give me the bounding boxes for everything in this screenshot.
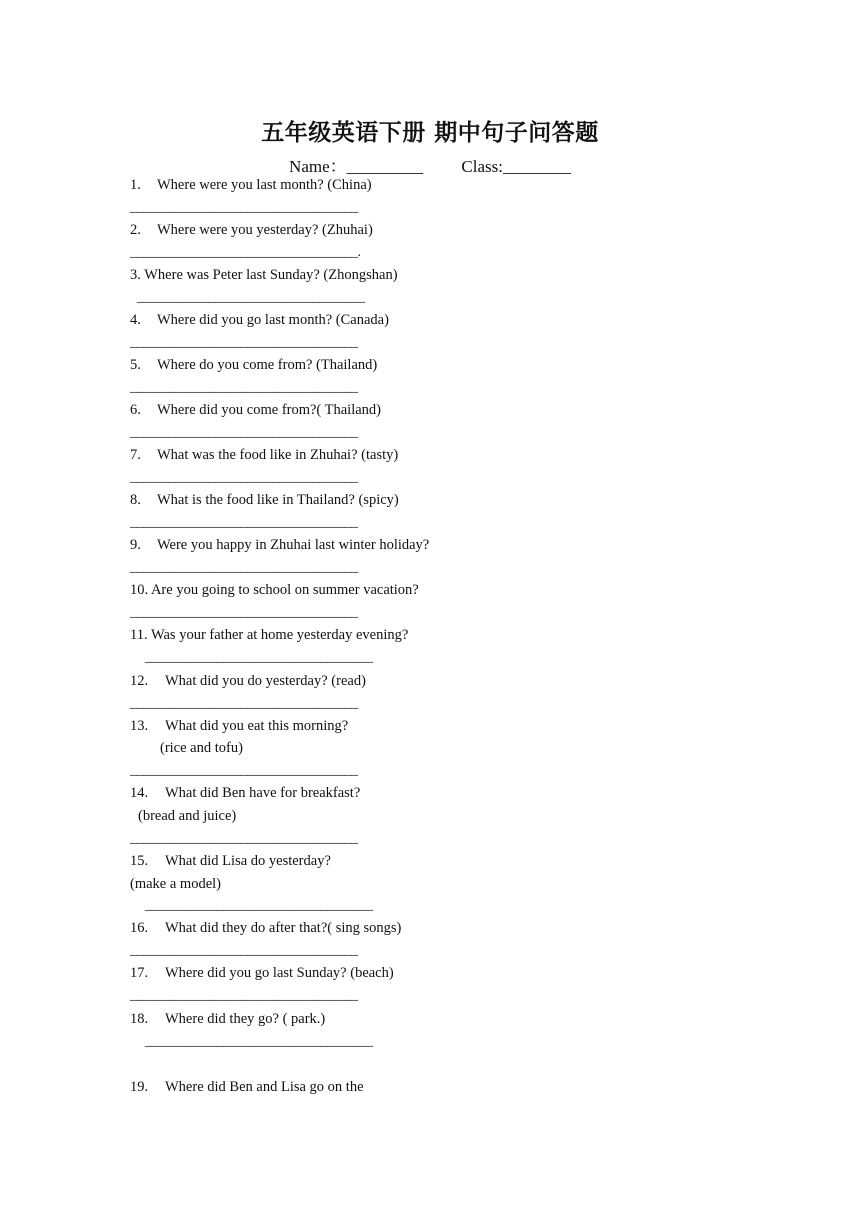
question-number: 11. <box>130 627 148 643</box>
answer-line-15: ___________________________________ <box>145 898 373 913</box>
answer-line-13: ___________________________________ <box>130 763 358 778</box>
question-text: Where did you go last Sunday? (beach) <box>165 965 394 981</box>
answer-line-5: ___________________________________ <box>130 380 358 395</box>
question-number: 16. <box>130 920 149 936</box>
question-text: Where did you go last month? (Canada) <box>157 312 389 328</box>
question-text: What did you do yesterday? (read) <box>165 673 366 689</box>
question-1 <box>130 177 372 194</box>
question-13-hint: (rice and tofu) <box>160 740 243 756</box>
question-number: 4. <box>130 312 141 328</box>
question-number: 8. <box>130 492 141 508</box>
answer-line-14: ___________________________________ <box>130 831 358 846</box>
question-14 <box>130 785 360 802</box>
answer-line-2: ___________________________________. <box>130 245 361 260</box>
question-15-hint: (make a model) <box>130 876 221 892</box>
question-7 <box>130 447 398 464</box>
question-18 <box>130 1011 325 1028</box>
question-number: 12. <box>130 673 149 689</box>
question-text: What did Lisa do yesterday? <box>165 853 331 869</box>
name-class-line <box>0 152 860 177</box>
question-6 <box>130 402 381 419</box>
answer-line-11: ___________________________________ <box>145 650 373 665</box>
question-text: Were you happy in Zhuhai last winter holiday? <box>157 537 430 553</box>
question-14-hint: (bread and juice) <box>138 808 237 824</box>
question-text: Are you going to school on summer vacation? <box>150 582 419 598</box>
question-4 <box>130 312 389 329</box>
question-text: Where did they go? ( park.) <box>165 1011 326 1027</box>
question-11 <box>130 627 408 644</box>
answer-line-8: ___________________________________ <box>130 515 358 530</box>
question-15 <box>130 853 331 870</box>
answer-line-16: ___________________________________ <box>130 943 358 958</box>
question-number: 6. <box>130 402 141 418</box>
question-12 <box>130 673 366 690</box>
question-8 <box>130 492 399 509</box>
answer-line-17: ___________________________________ <box>130 988 358 1003</box>
answer-line-9: ___________________________________ <box>130 560 358 575</box>
answer-line-18: ___________________________________ <box>145 1034 373 1049</box>
question-text: What did you eat this morning? <box>165 718 349 734</box>
answer-line-1: ___________________________________ <box>130 200 358 215</box>
question-text: Where was Peter last Sunday? (Zhongshan) <box>144 267 398 283</box>
question-number: 3. <box>130 267 141 283</box>
question-10 <box>130 582 419 599</box>
question-number: 17. <box>130 965 149 981</box>
question-number: 15. <box>130 853 149 869</box>
question-number: 2. <box>130 222 141 238</box>
question-number: 19. <box>130 1079 149 1095</box>
question-17 <box>130 965 394 982</box>
question-text: What is the food like in Thailand? (spicy) <box>157 492 399 508</box>
answer-line-4: ___________________________________ <box>130 335 358 350</box>
question-number: 18. <box>130 1011 149 1027</box>
question-13 <box>130 718 348 735</box>
question-19 <box>130 1079 364 1096</box>
question-text: What was the food like in Zhuhai? (tasty) <box>157 447 399 463</box>
question-text: Was your father at home yesterday evening? <box>150 627 409 643</box>
question-number: 14. <box>130 785 149 801</box>
question-text: Where did you come from?( Thailand) <box>157 402 381 418</box>
question-text: What did Ben have for breakfast? <box>165 785 361 801</box>
answer-line-6: ___________________________________ <box>130 425 358 440</box>
name-field: Name：_________ <box>289 157 424 176</box>
question-9 <box>130 537 429 554</box>
question-text: What did they do after that?( sing songs) <box>165 920 402 936</box>
question-text: Where do you come from? (Thailand) <box>157 357 378 373</box>
question-text: Where were you yesterday? (Zhuhai) <box>157 222 373 238</box>
answer-line-3: ___________________________________ <box>137 290 365 305</box>
question-number: 9. <box>130 537 141 553</box>
class-field: Class:________ <box>461 157 571 176</box>
question-text: Where were you last month? (China) <box>157 177 372 193</box>
question-number: 5. <box>130 357 141 373</box>
question-number: 7. <box>130 447 141 463</box>
question-number: 1. <box>130 177 141 193</box>
question-16 <box>130 920 401 937</box>
question-number: 13. <box>130 718 149 734</box>
question-text: Where did Ben and Lisa go on the <box>165 1079 364 1095</box>
answer-line-12: ___________________________________ <box>130 696 358 711</box>
answer-line-7: ___________________________________ <box>130 470 358 485</box>
question-5 <box>130 357 377 374</box>
question-2 <box>130 222 373 239</box>
question-number: 10. <box>130 582 149 598</box>
answer-line-10: ___________________________________ <box>130 605 358 620</box>
question-3 <box>130 267 398 284</box>
worksheet-title: 五年级英语下册 期中句子问答题 <box>261 119 599 146</box>
